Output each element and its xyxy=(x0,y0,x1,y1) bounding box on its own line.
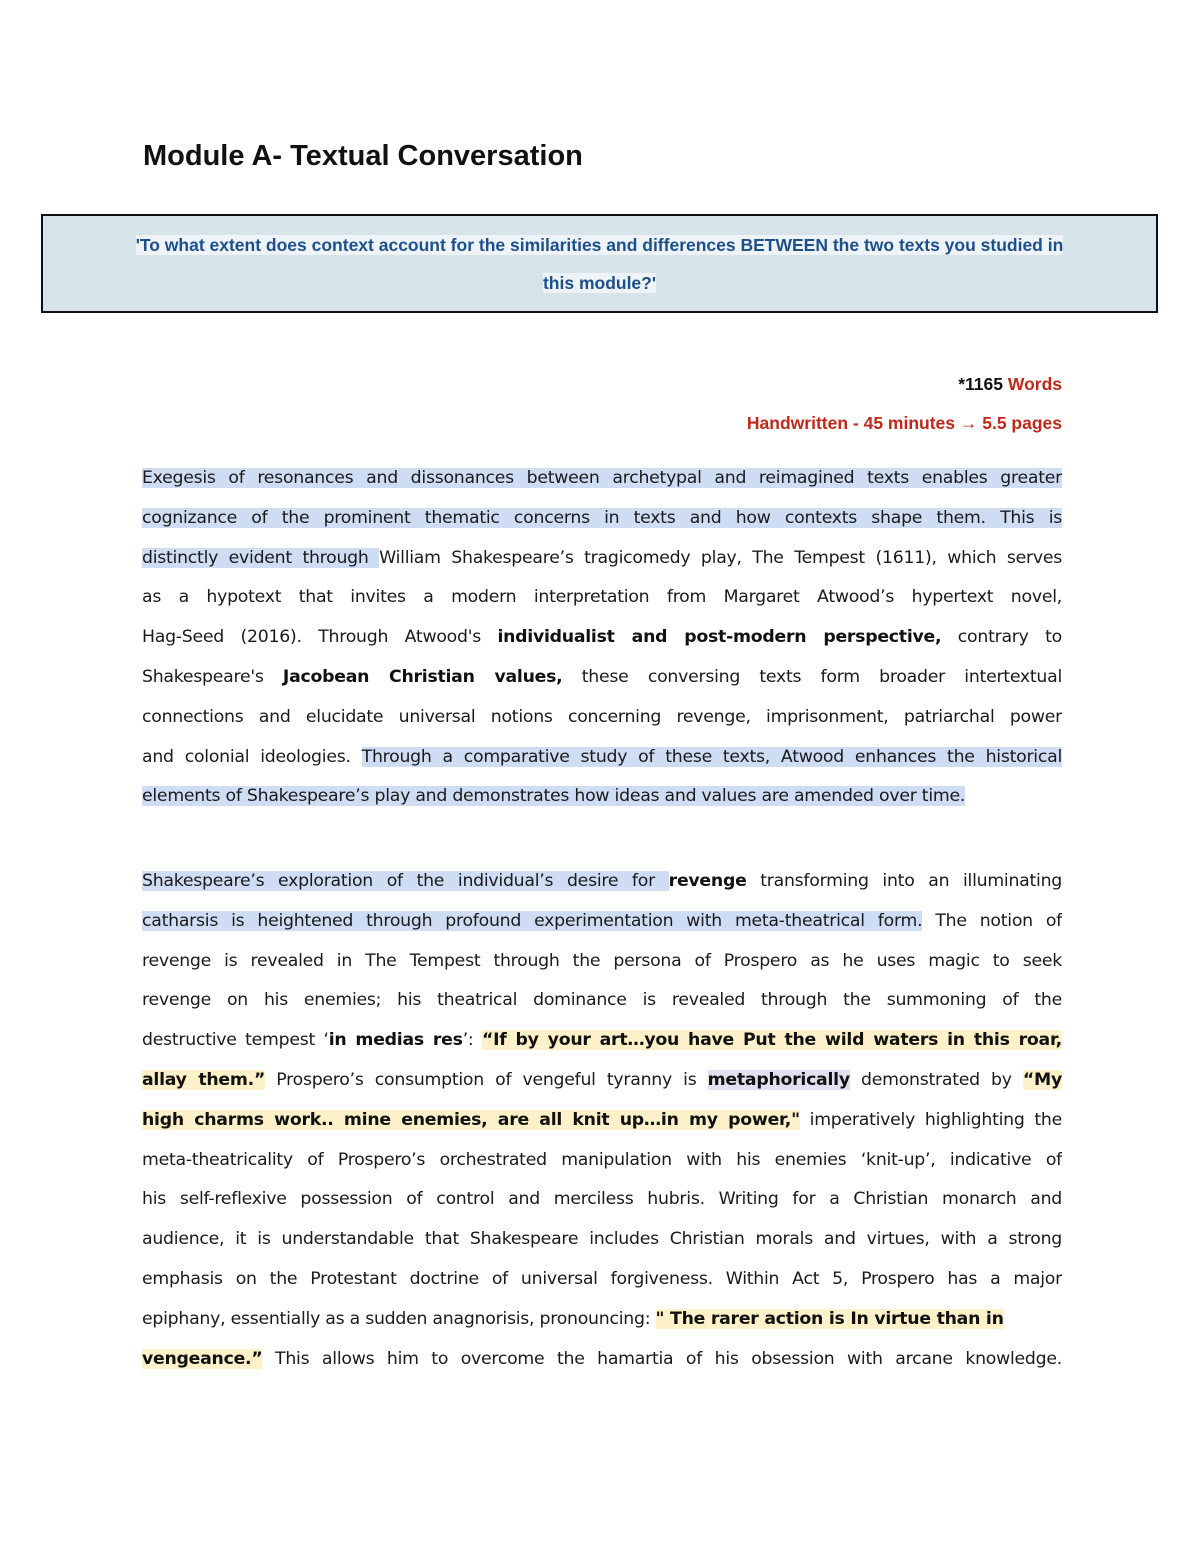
highlighted-text: Shakespeare’s exploration of the individual’s desire for xyxy=(142,871,669,891)
bold-text: revenge xyxy=(668,871,747,891)
paragraph-introduction xyxy=(142,459,1062,817)
text-line: as a hypotext that invites a modern interpretation from Margaret Atwood’s hypertext novel, xyxy=(142,587,1062,608)
highlighted-text: cognizance of the prominent thematic concerns in texts and how contexts shape them. This is xyxy=(142,507,1062,528)
essay-question xyxy=(58,226,1142,302)
quote-highlight: vengeance.” xyxy=(142,1348,263,1369)
bold-text: Jacobean Christian values, xyxy=(282,666,563,687)
text-line xyxy=(142,499,1062,539)
word-count-number: 1165 xyxy=(965,374,1003,394)
text-line: emphasis on the Protestant doctrine of universal forgiveness. Within Act 5, Prospero has a major xyxy=(142,1268,1062,1289)
text-run: William Shakespeare’s tragicomedy play, The Tempest (1611), which serves xyxy=(379,547,1062,568)
text-run: these conversing texts form broader intertextual xyxy=(562,666,1062,687)
bold-text: individualist and post-modern perspective, xyxy=(497,627,942,648)
text-line: meta-theatricality of Prospero’s orchestrated manipulation with his enemies ‘knit-up’, indicative of xyxy=(142,1149,1062,1170)
quote-highlight: " The rarer action is In virtue than in xyxy=(655,1308,1004,1329)
quote-highlight: allay them.” xyxy=(142,1069,266,1090)
text-line: connections and elucidate universal notions concerning revenge, imprisonment, patriarchal power xyxy=(142,706,1062,727)
text-line: revenge on his enemies; his theatrical dominance is revealed through the summoning of the xyxy=(142,990,1062,1011)
text-line: his self-reflexive possession of control and merciless hubris. Writing for a Christian monarch and xyxy=(142,1189,1062,1210)
text-line xyxy=(142,777,1062,817)
text-line xyxy=(142,902,1062,942)
word-count xyxy=(958,374,1062,395)
quote-highlight: “If by your art…you have Put the wild waters in this roar, xyxy=(481,1030,1062,1051)
text-run: This allows him to overcome the hamartia of his obsession with arcane knowledge. xyxy=(262,1348,1062,1369)
quote-highlight: high charms work.. mine enemies, are all knit up…in my power," xyxy=(142,1109,800,1130)
text-run: Shakespeare's xyxy=(142,666,283,687)
text-run: demonstrated by xyxy=(849,1069,1023,1090)
highlighted-text: catharsis is heightened through profound experimentation with meta-theatrical form. xyxy=(142,910,923,931)
text-run: contrary to xyxy=(941,627,1062,648)
highlighted-text: elements of Shakespeare’s play and demonstrates how ideas and values are amended over time. xyxy=(142,786,966,807)
essay-question-box xyxy=(41,214,1158,313)
text-run: and colonial ideologies. xyxy=(142,746,362,767)
text-run: The notion of xyxy=(922,910,1062,931)
technique-highlight: metaphorically xyxy=(707,1069,850,1090)
bold-text: in medias res xyxy=(328,1030,463,1051)
text-line xyxy=(142,1300,1062,1340)
text-run: imperatively highlighting the xyxy=(799,1109,1062,1130)
highlighted-text: Through a comparative study of these texts, Atwood enhances the historical xyxy=(361,746,1062,767)
text-line xyxy=(142,539,1062,579)
text-line xyxy=(142,862,1062,902)
essay-question-line-1: 'To what extent does context account for the similarities and differences BETWEEN the two texts you studied in xyxy=(135,234,1064,255)
handwritten-note: Handwritten - 45 minutes → 5.5 pages xyxy=(746,413,1062,433)
text-run: Hag-Seed (2016). Through Atwood's xyxy=(142,627,498,648)
text-run: destructive tempest ‘ xyxy=(142,1030,329,1051)
text-line xyxy=(142,459,1062,499)
page-title: Module A- Textual Conversation xyxy=(143,140,583,172)
essay-question-line-2: this module?' xyxy=(542,272,657,293)
highlighted-text: distinctly evident through xyxy=(142,547,380,568)
paragraph-revenge xyxy=(142,862,1062,1379)
text-run: ’: xyxy=(462,1030,482,1051)
quote-highlight: “My xyxy=(1022,1069,1062,1090)
text-line: revenge is revealed in The Tempest through the persona of Prospero as he uses magic to seek xyxy=(142,950,1062,971)
text-line xyxy=(142,1061,1062,1101)
text-line xyxy=(142,658,1062,698)
text-line xyxy=(142,618,1062,658)
text-line xyxy=(142,1021,1062,1061)
text-run: epiphany, essentially as a sudden anagnorisis, pronouncing: xyxy=(142,1308,656,1329)
text-line xyxy=(142,1340,1062,1380)
text-line xyxy=(142,1101,1062,1141)
word-count-asterisk: * xyxy=(958,374,966,394)
word-count-label: Words xyxy=(1003,374,1062,394)
text-line xyxy=(142,738,1062,778)
text-run: transforming into an illuminating xyxy=(746,871,1062,891)
text-run: Prospero’s consumption of vengeful tyranny is xyxy=(265,1069,708,1090)
text-line: audience, it is understandable that Shakespeare includes Christian morals and virtues, with a strong xyxy=(142,1229,1062,1250)
highlighted-text: Exegesis of resonances and dissonances between archetypal and reimagined texts enables greater xyxy=(142,468,1062,488)
